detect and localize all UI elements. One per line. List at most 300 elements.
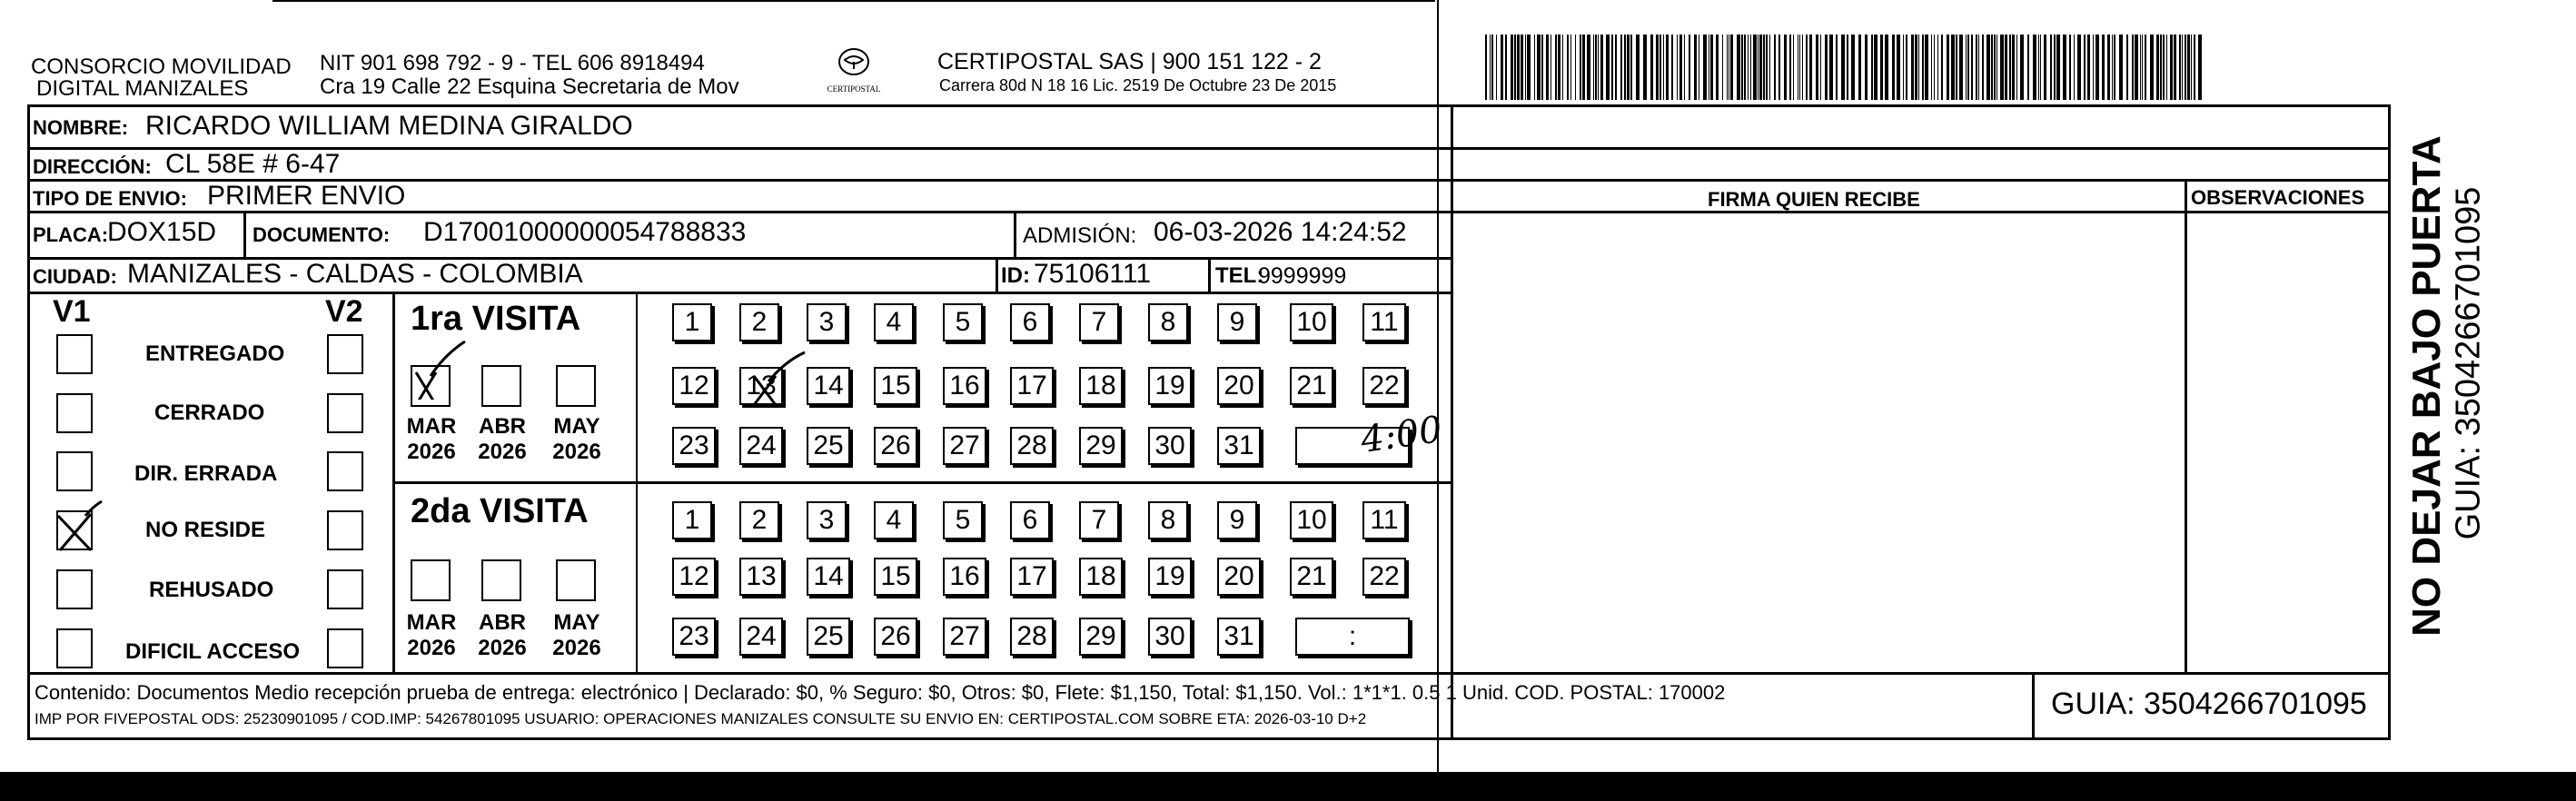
no-dejar-bajo-puerta-text: NO DEJAR BAJO PUERTA bbox=[2404, 135, 2449, 637]
first-visit-day-box[interactable]: 22 bbox=[1362, 367, 1406, 405]
barcode-bar bbox=[1967, 35, 1969, 100]
barcode-bar bbox=[1976, 35, 1977, 100]
barcode-bar bbox=[2095, 35, 2099, 100]
barcode-bar bbox=[2132, 35, 2134, 100]
barcode-bar bbox=[1490, 35, 1491, 100]
v1-label: V1 bbox=[53, 294, 91, 329]
right-frame-edge bbox=[2388, 104, 2391, 740]
second-visit-day-box[interactable]: 30 bbox=[1148, 618, 1192, 656]
barcode-bar bbox=[1567, 35, 1569, 100]
barcode-bar bbox=[1689, 35, 1690, 100]
barcode-bar bbox=[2020, 35, 2024, 100]
barcode-bar bbox=[1769, 35, 1770, 100]
second-visit-day-box[interactable]: 20 bbox=[1217, 558, 1261, 596]
first-visit-day-box[interactable]: 16 bbox=[943, 367, 986, 405]
barcode-bar bbox=[2160, 35, 2162, 100]
barcode-bar bbox=[2040, 35, 2041, 100]
barcode-bar bbox=[1534, 35, 1535, 100]
first-visit-month-may: MAY 2026 bbox=[552, 414, 601, 464]
tel-label: TEL: bbox=[1215, 263, 1264, 288]
status-dir-errada: DIR. ERRADA bbox=[134, 461, 278, 486]
barcode-bar bbox=[1915, 35, 1917, 100]
barcode-bar bbox=[1825, 35, 1828, 100]
barcode-bar bbox=[2084, 35, 2086, 100]
second-visit-day-box[interactable]: 8 bbox=[1148, 501, 1188, 539]
carrier-line2: Carrera 80d N 18 16 Lic. 2519 De Octubre 23 De 2015 bbox=[939, 76, 1337, 94]
second-visit-day-box[interactable]: 25 bbox=[807, 618, 850, 656]
barcode-bar bbox=[1758, 35, 1759, 100]
barcode-bar bbox=[1816, 35, 1818, 100]
second-visit-day-box[interactable]: 14 bbox=[807, 558, 850, 596]
id-label: ID: bbox=[1001, 263, 1030, 288]
barcode-bar bbox=[2145, 35, 2146, 100]
handwritten-x-mark-icon bbox=[54, 499, 109, 554]
direccion-value: CL 58E # 6-47 bbox=[165, 149, 341, 179]
barcode-bar bbox=[1737, 35, 1740, 100]
barcode-bar bbox=[1766, 35, 1768, 100]
barcode-bar bbox=[1978, 35, 1979, 100]
right-top-line bbox=[1451, 104, 2391, 107]
barcode-bar bbox=[1841, 35, 1845, 100]
bottom-edge-bar bbox=[0, 772, 2576, 801]
barcode-bar bbox=[2102, 35, 2105, 100]
handwritten-time: 4:00 bbox=[1358, 408, 1445, 462]
barcode-bar bbox=[1593, 35, 1594, 100]
first-visit-day-box[interactable]: 12 bbox=[672, 367, 716, 405]
barcode-bar bbox=[1666, 35, 1669, 100]
v2-dir-errada-checkbox[interactable] bbox=[327, 451, 363, 491]
barcode-bar bbox=[1971, 35, 1973, 100]
v1-rehusado-checkbox[interactable] bbox=[56, 569, 93, 609]
barcode-bar bbox=[1496, 35, 1497, 100]
side-guia-text: GUIA: 3504266701095 bbox=[2449, 186, 2488, 540]
id-value: 75106111 bbox=[1034, 259, 1152, 289]
barcode-bar bbox=[1750, 35, 1751, 100]
barcode-bar bbox=[2009, 35, 2011, 100]
barcode-bar bbox=[2093, 35, 2094, 100]
barcode-bar bbox=[1951, 35, 1955, 100]
first-visit-day-box[interactable]: 9 bbox=[1217, 303, 1257, 341]
second-visit-day-box[interactable]: 10 bbox=[1290, 501, 1333, 539]
barcode-bar bbox=[2112, 35, 2113, 100]
placa-value: DOX15D bbox=[107, 217, 217, 247]
second-visit-day-box[interactable]: 6 bbox=[1010, 501, 1050, 539]
logo-text: CERTIPOSTAL bbox=[827, 84, 881, 94]
second-visit-day-box[interactable]: 5 bbox=[943, 501, 983, 539]
barcode-bar bbox=[1558, 35, 1560, 100]
footer-divider bbox=[27, 672, 2389, 675]
footer-line1: Contenido: Documentos Medio recepción prueba de entrega: electrónico | Declarado: $0, % Seguro: $0, Otros: $0, Flete: $1,150, Total: $1,150. Vol.: 1*1*1. 0.5 1 Unid. COD. POSTAL: 170002 bbox=[35, 681, 1726, 704]
barcode-bar bbox=[2087, 35, 2090, 100]
barcode-bar bbox=[2114, 35, 2115, 100]
barcode-bar bbox=[2033, 35, 2036, 100]
observaciones-label: OBSERVACIONES bbox=[2191, 186, 2365, 209]
barcode-bar bbox=[2038, 35, 2039, 100]
first-visit-day-box[interactable]: 19 bbox=[1148, 367, 1192, 405]
tipo-envio-value: PRIMER ENVIO bbox=[207, 181, 406, 211]
first-visit-day-box[interactable]: 3 bbox=[807, 303, 847, 341]
second-visit-day-box[interactable]: 31 bbox=[1217, 618, 1261, 656]
barcode-bar bbox=[1703, 35, 1707, 100]
barcode-bar bbox=[1570, 35, 1571, 100]
barcode-bar bbox=[1784, 35, 1787, 100]
barcode-bar bbox=[1582, 35, 1585, 100]
first-visit-day-box[interactable]: 13 bbox=[739, 367, 783, 405]
first-visit-abr-checkbox[interactable] bbox=[481, 365, 521, 407]
direccion-label: DIRECCIÓN: bbox=[33, 155, 152, 178]
barcode-bar bbox=[1600, 35, 1603, 100]
first-visit-day-box[interactable]: 6 bbox=[1010, 303, 1050, 341]
barcode-bar bbox=[1656, 35, 1659, 100]
barcode-bar bbox=[1906, 35, 1907, 100]
barcode-bar bbox=[1694, 35, 1697, 100]
second-visit-day-box[interactable]: 27 bbox=[943, 618, 986, 656]
v1-cerrado-checkbox[interactable] bbox=[56, 393, 93, 433]
barcode-bar bbox=[2150, 35, 2154, 100]
cell-divider bbox=[243, 211, 246, 257]
status-entregado: ENTREGADO bbox=[145, 341, 285, 366]
barcode-bar bbox=[2005, 35, 2007, 100]
barcode-bar bbox=[2156, 35, 2159, 100]
barcode-bar bbox=[1880, 35, 1883, 100]
barcode-bar bbox=[1911, 35, 1914, 100]
barcode-bar bbox=[1925, 35, 1928, 100]
barcode-bar bbox=[1774, 35, 1776, 100]
barcode-bar bbox=[1511, 35, 1513, 100]
barcode-bar bbox=[1897, 35, 1900, 100]
barcode-bar bbox=[1892, 35, 1895, 100]
barcode-bar bbox=[1956, 35, 1957, 100]
first-visit-day-box[interactable]: 14 bbox=[807, 367, 850, 405]
carrier-line1: CERTIPOSTAL SAS | 900 151 122 - 2 bbox=[937, 49, 1322, 74]
firma-header-top bbox=[1451, 179, 2389, 182]
barcode-bar bbox=[1611, 35, 1613, 100]
visit-divider bbox=[392, 481, 1453, 484]
barcode-bar bbox=[1555, 35, 1557, 100]
barcode-bar bbox=[1858, 35, 1861, 100]
v2-dificil-acceso-checkbox[interactable] bbox=[327, 628, 363, 668]
first-visit-day-box[interactable]: 24 bbox=[739, 427, 783, 465]
barcode-bar bbox=[2126, 35, 2128, 100]
second-visit-day-box[interactable]: 21 bbox=[1290, 558, 1333, 596]
barcode-bar bbox=[1986, 35, 1990, 100]
v2-entregado-checkbox[interactable] bbox=[327, 334, 363, 374]
first-visit-day-box[interactable]: 7 bbox=[1079, 303, 1119, 341]
barcode-bar bbox=[1947, 35, 1949, 100]
barcode-bar bbox=[1922, 35, 1924, 100]
guia-box-value: GUIA: 3504266701095 bbox=[2051, 687, 2367, 721]
tel-value: 9999999 bbox=[1258, 263, 1347, 289]
company-line2: DIGITAL MANIZALES bbox=[36, 76, 249, 101]
barcode-bar bbox=[1829, 35, 1833, 100]
barcode-bar bbox=[1615, 35, 1617, 100]
certipostal-logo-icon bbox=[836, 47, 872, 80]
second-visit-day-box[interactable]: 9 bbox=[1217, 501, 1257, 539]
second-visit-month-abr: ABR 2026 bbox=[478, 610, 527, 660]
barcode-bar bbox=[1865, 35, 1868, 100]
barcode-bar bbox=[1885, 35, 1888, 100]
v2-label: V2 bbox=[325, 294, 363, 329]
second-visit-day-box[interactable]: 11 bbox=[1362, 501, 1406, 539]
barcode-bar bbox=[2135, 35, 2138, 100]
barcode-bar bbox=[1562, 35, 1563, 100]
status-no-reside: NO RESIDE bbox=[145, 518, 266, 542]
barcode-bar bbox=[1903, 35, 1904, 100]
barcode-bar bbox=[1753, 35, 1757, 100]
handwritten-day-check-icon bbox=[748, 349, 812, 412]
barcode-bar bbox=[1521, 35, 1523, 100]
first-visit-day-box[interactable]: 20 bbox=[1217, 367, 1261, 405]
first-visit-day-box[interactable]: 10 bbox=[1290, 303, 1333, 341]
firma-left-line bbox=[1451, 179, 1453, 672]
first-visit-day-box[interactable]: 5 bbox=[943, 303, 983, 341]
v2-no-reside-checkbox[interactable] bbox=[327, 510, 363, 550]
barcode-bar bbox=[1677, 35, 1678, 100]
barcode-bar bbox=[2187, 35, 2190, 100]
barcode-bar bbox=[1982, 35, 1984, 100]
first-visit-day-box[interactable]: 4 bbox=[874, 303, 914, 341]
barcode-bar bbox=[1727, 35, 1728, 100]
barcode-bar bbox=[2191, 35, 2192, 100]
second-visit-mar-checkbox[interactable] bbox=[411, 559, 451, 601]
first-visit-day-box[interactable]: 21 bbox=[1290, 367, 1333, 405]
barcode-bar bbox=[1934, 35, 1935, 100]
second-visit-title: 2da VISITA bbox=[411, 492, 589, 530]
second-visit-time-box[interactable]: : bbox=[1295, 618, 1410, 656]
second-visit-day-box[interactable]: 29 bbox=[1079, 618, 1123, 656]
barcode bbox=[1485, 35, 2212, 100]
barcode-bar bbox=[2170, 35, 2173, 100]
barcode-bar bbox=[1671, 35, 1673, 100]
first-visit-may-checkbox[interactable] bbox=[556, 365, 596, 407]
barcode-bar bbox=[1793, 35, 1794, 100]
first-visit-day-box[interactable]: 15 bbox=[874, 367, 917, 405]
barcode-bar bbox=[2142, 35, 2143, 100]
barcode-bar bbox=[1514, 35, 1516, 100]
barcode-bar bbox=[1931, 35, 1932, 100]
cell-divider bbox=[1208, 257, 1211, 292]
barcode-bar bbox=[1684, 35, 1685, 100]
barcode-bar bbox=[1620, 35, 1622, 100]
barcode-bar bbox=[1630, 35, 1632, 100]
certipostal-logo bbox=[822, 47, 886, 102]
second-visit-abr-checkbox[interactable] bbox=[481, 559, 521, 601]
second-visit-day-box[interactable]: 13 bbox=[739, 558, 783, 596]
observaciones-left-line bbox=[2185, 179, 2187, 672]
barcode-bar bbox=[1806, 35, 1808, 100]
barcode-bar bbox=[1847, 35, 1848, 100]
barcode-bar bbox=[2182, 35, 2183, 100]
barcode-bar bbox=[2107, 35, 2110, 100]
barcode-bar bbox=[1937, 35, 1938, 100]
admision-value: 06-03-2026 14:24:52 bbox=[1154, 217, 1407, 247]
status-cerrado: CERRADO bbox=[154, 400, 265, 425]
barcode-bar bbox=[1820, 35, 1821, 100]
barcode-bar bbox=[1763, 35, 1765, 100]
barcode-bar bbox=[1663, 35, 1664, 100]
footer-line2: IMP POR FIVEPOSTAL ODS: 25230901095 / COD.IMP: 54267801095 USUARIO: OPERACIONES MANIZALES CONSULTE SU ENVIO EN: CERTIPOSTAL.COM SOBRE ETA: 2026-03-10 D+2 bbox=[35, 710, 1367, 727]
barcode-bar bbox=[2012, 35, 2015, 100]
cell-divider bbox=[1014, 211, 1016, 257]
barcode-bar bbox=[2063, 35, 2066, 100]
second-visit-month-may: MAY 2026 bbox=[552, 610, 601, 660]
guia-box-divider bbox=[2032, 672, 2035, 737]
first-visit-title: 1ra VISITA bbox=[411, 300, 581, 338]
first-visit-month-abr: ABR 2026 bbox=[478, 414, 527, 464]
second-visit-day-box[interactable]: 15 bbox=[874, 558, 917, 596]
barcode-bar bbox=[1959, 35, 1963, 100]
second-visit-day-box[interactable]: 3 bbox=[807, 501, 847, 539]
v1-dir-errada-checkbox[interactable] bbox=[56, 451, 93, 491]
barcode-bar bbox=[2000, 35, 2004, 100]
second-visit-day-box[interactable]: 12 bbox=[672, 558, 716, 596]
barcode-bar bbox=[2054, 35, 2056, 100]
barcode-bar bbox=[2179, 35, 2181, 100]
first-visit-day-box[interactable]: 25 bbox=[807, 427, 850, 465]
barcode-bar bbox=[2185, 35, 2186, 100]
second-visit-day-box[interactable]: 26 bbox=[874, 618, 917, 656]
barcode-bar bbox=[1660, 35, 1661, 100]
barcode-bar bbox=[2069, 35, 2071, 100]
barcode-bar bbox=[1809, 35, 1812, 100]
barcode-bar bbox=[1710, 35, 1713, 100]
second-visit-day-box[interactable]: 28 bbox=[1010, 618, 1054, 656]
barcode-bar bbox=[2166, 35, 2167, 100]
barcode-bar bbox=[2140, 35, 2141, 100]
nombre-value: RICARDO WILLIAM MEDINA GIRALDO bbox=[145, 111, 633, 141]
barcode-bar bbox=[1546, 35, 1549, 100]
barcode-bar bbox=[1836, 35, 1838, 100]
barcode-bar bbox=[1501, 35, 1503, 100]
barcode-bar bbox=[1491, 35, 1493, 100]
barcode-bar bbox=[1748, 35, 1749, 100]
nombre-label: NOMBRE: bbox=[33, 116, 129, 139]
address-line: Cra 19 Calle 22 Esquina Secretaria de Mov bbox=[320, 74, 739, 99]
status-dificil-acceso: DIFICIL ACCESO bbox=[125, 639, 301, 664]
firma-quien-recibe-label: FIRMA QUIEN RECIBE bbox=[1708, 188, 1920, 211]
barcode-bar bbox=[1624, 35, 1626, 100]
top-edge-fragment bbox=[272, 0, 1435, 2]
barcode-bar bbox=[1941, 35, 1943, 100]
nit-line: NIT 901 698 792 - 9 - TEL 606 8918494 bbox=[320, 51, 705, 75]
barcode-bar bbox=[1851, 35, 1855, 100]
ciudad-value: MANIZALES - CALDAS - COLOMBIA bbox=[127, 259, 583, 289]
documento-value: D17001000000054788833 bbox=[423, 217, 747, 247]
barcode-bar bbox=[1587, 35, 1590, 100]
documento-label: DOCUMENTO: bbox=[253, 223, 391, 246]
barcode-bar bbox=[1580, 35, 1581, 100]
v1-no-reside-checkbox[interactable] bbox=[56, 510, 93, 550]
barcode-bar bbox=[2074, 35, 2075, 100]
barcode-bar bbox=[2163, 35, 2165, 100]
barcode-bar bbox=[2050, 35, 2052, 100]
second-visit-day-box[interactable]: 1 bbox=[672, 501, 712, 539]
second-visit-day-box[interactable]: 24 bbox=[739, 618, 783, 656]
barcode-bar bbox=[2056, 35, 2060, 100]
barcode-bar bbox=[1730, 35, 1733, 100]
barcode-bar bbox=[1525, 35, 1526, 100]
second-visit-day-box[interactable]: 18 bbox=[1079, 558, 1123, 596]
barcode-bar bbox=[1485, 35, 1487, 100]
barcode-bar bbox=[1871, 35, 1873, 100]
barcode-bar bbox=[1789, 35, 1791, 100]
barcode-bar bbox=[1741, 35, 1743, 100]
placa-label: PLACA: bbox=[33, 223, 109, 246]
first-visit-mar-checkbox[interactable] bbox=[411, 365, 451, 407]
barcode-bar bbox=[1802, 35, 1803, 100]
barcode-bar bbox=[1994, 35, 1996, 100]
barcode-bar bbox=[1918, 35, 1919, 100]
barcode-bar bbox=[1575, 35, 1576, 100]
second-visit-day-box[interactable]: 7 bbox=[1079, 501, 1119, 539]
first-visit-day-box[interactable]: 26 bbox=[874, 427, 917, 465]
row-divider bbox=[27, 147, 2389, 150]
first-visit-day-box[interactable]: 2 bbox=[739, 303, 779, 341]
first-visit-day-box[interactable]: 18 bbox=[1079, 367, 1123, 405]
barcode-bar bbox=[1517, 35, 1520, 100]
first-visit-day-box[interactable]: 29 bbox=[1079, 427, 1123, 465]
barcode-bar bbox=[2174, 35, 2176, 100]
barcode-bar bbox=[1996, 35, 1997, 100]
barcode-bar bbox=[1527, 35, 1531, 100]
first-visit-day-box[interactable]: 27 bbox=[943, 427, 986, 465]
barcode-bar bbox=[1627, 35, 1630, 100]
barcode-bar bbox=[1966, 35, 1967, 100]
v1-entregado-checkbox[interactable] bbox=[56, 334, 93, 374]
first-visit-day-box[interactable]: 23 bbox=[672, 427, 716, 465]
second-visit-day-box[interactable]: 22 bbox=[1362, 558, 1406, 596]
barcode-bar bbox=[1778, 35, 1780, 100]
first-visit-day-box[interactable]: 17 bbox=[1010, 367, 1054, 405]
second-visit-day-box[interactable]: 23 bbox=[672, 618, 716, 656]
first-visit-day-box[interactable]: 8 bbox=[1148, 303, 1188, 341]
barcode-bar bbox=[1679, 35, 1682, 100]
second-visit-day-box[interactable]: 17 bbox=[1010, 558, 1054, 596]
v1-dificil-acceso-checkbox[interactable] bbox=[56, 628, 93, 668]
barcode-bar bbox=[2077, 35, 2081, 100]
barcode-bar bbox=[1505, 35, 1507, 100]
second-visit-may-checkbox[interactable] bbox=[556, 559, 596, 601]
barcode-bar bbox=[1874, 35, 1878, 100]
cell-divider bbox=[996, 257, 998, 292]
first-visit-month-mar: MAR 2026 bbox=[406, 414, 457, 464]
right-bottom-line bbox=[1451, 737, 2391, 740]
admision-label: ADMISIÓN: bbox=[1023, 223, 1137, 248]
first-visit-day-box[interactable]: 31 bbox=[1217, 427, 1261, 465]
second-visit-month-mar: MAR 2026 bbox=[406, 610, 457, 660]
v2-cerrado-checkbox[interactable] bbox=[327, 393, 363, 433]
barcode-bar bbox=[1799, 35, 1800, 100]
v2-rehusado-checkbox[interactable] bbox=[327, 569, 363, 609]
second-visit-day-box[interactable]: 19 bbox=[1148, 558, 1192, 596]
barcode-bar bbox=[1759, 35, 1762, 100]
barcode-bar bbox=[2027, 35, 2029, 100]
first-visit-day-box[interactable]: 28 bbox=[1010, 427, 1054, 465]
barcode-bar bbox=[1650, 35, 1653, 100]
first-visit-day-box[interactable]: 30 bbox=[1148, 427, 1192, 465]
row-divider bbox=[27, 292, 1453, 294]
second-visit-day-box[interactable]: 16 bbox=[943, 558, 986, 596]
first-visit-day-box[interactable]: 1 bbox=[672, 303, 712, 341]
second-visit-day-box[interactable]: 2 bbox=[739, 501, 779, 539]
barcode-bar bbox=[1537, 35, 1541, 100]
first-visit-day-box[interactable]: 11 bbox=[1362, 303, 1406, 341]
barcode-bar bbox=[2194, 35, 2195, 100]
company-line1: CONSORCIO MOVILIDAD bbox=[31, 54, 292, 79]
barcode-bar bbox=[2016, 35, 2017, 100]
second-visit-day-box[interactable]: 4 bbox=[874, 501, 914, 539]
barcode-bar bbox=[1541, 35, 1543, 100]
